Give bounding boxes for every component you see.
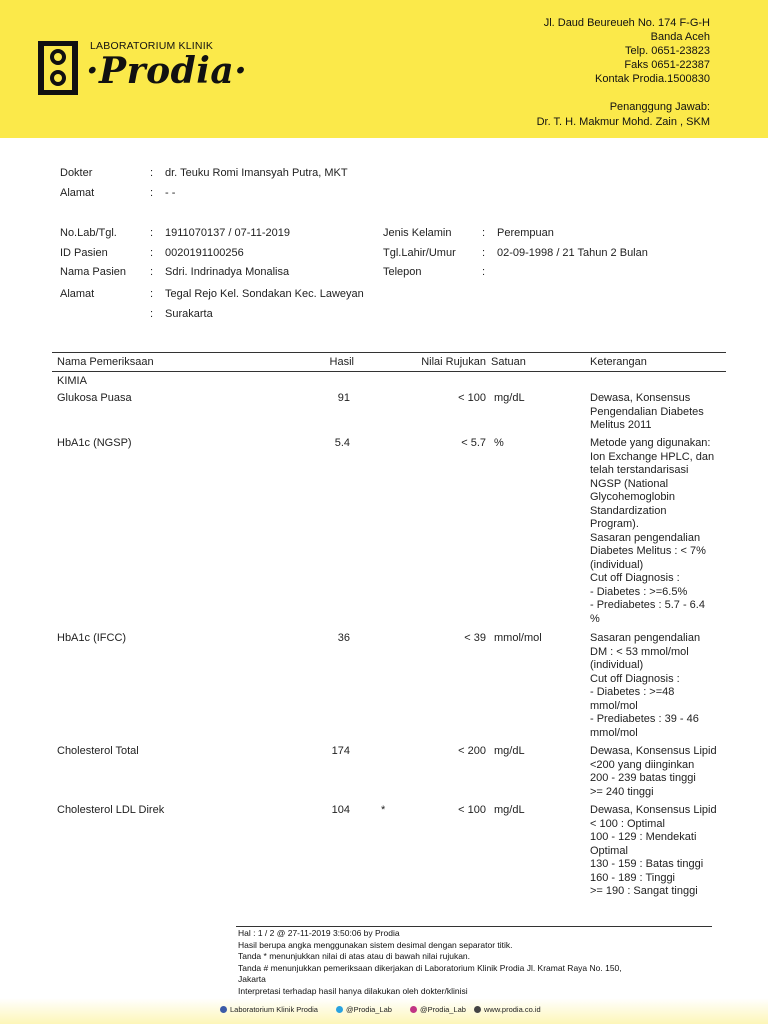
footer-line: Tanda * menunjukkan nilai di atas atau di bawah nilai rujukan. (238, 951, 471, 961)
note-line: < 100 : Optimal (590, 817, 665, 830)
social-twitter[interactable] (336, 1005, 392, 1014)
test-notes (590, 632, 718, 740)
lab-address (544, 16, 710, 86)
patient-address-label: Alamat (60, 288, 95, 300)
phone-label: Telepon (383, 266, 422, 278)
address-line: Telp. 0651-23823 (624, 45, 710, 57)
social-instagram[interactable] (410, 1005, 466, 1014)
patient-name-label: Nama Pasien (60, 266, 127, 278)
test-name: HbA1c (NGSP) (57, 437, 132, 449)
doctor-address-label: Alamat (60, 187, 95, 199)
colon: : (150, 187, 154, 199)
test-unit: mg/dL (494, 745, 525, 757)
birthdate-value: 02-09-1998 / 21 Tahun 2 Bulan (497, 247, 648, 259)
colon: : (150, 247, 154, 259)
note-line: Glycohemoglobin (590, 491, 675, 503)
test-notes (590, 804, 718, 899)
note-line: - Prediabetes : 39 - 46 (590, 713, 699, 725)
patient-name-value: Sdri. Indrinadya Monalisa (165, 266, 290, 278)
col-header-unit: Satuan (491, 356, 526, 368)
lab-number-value: 1911070137 / 07-11-2019 (165, 227, 290, 239)
colon: : (150, 266, 154, 278)
patient-id-value: 0020191100256 (165, 247, 244, 259)
test-reference: < 100 (458, 804, 486, 816)
address-line: Banda Aceh (650, 31, 710, 43)
instagram-icon (410, 1006, 417, 1013)
patient-address-line1: Tegal Rejo Kel. Sondakan Kec. Laweyan (165, 288, 364, 300)
doctor-address-value: - - (165, 187, 176, 199)
note-line: (individual) (590, 558, 644, 571)
note-line: - Prediabetes : 5.7 - 6.4 (590, 599, 705, 611)
patient-address-line2: Surakarta (165, 308, 213, 320)
note-line: % (590, 612, 600, 625)
test-unit: % (494, 437, 504, 449)
test-reference: < 5.7 (461, 437, 486, 449)
note-line: Ion Exchange HPLC, dan (590, 450, 715, 463)
lab-number-label: No.Lab/Tgl. (60, 227, 117, 239)
note-line: mmol/mol (590, 699, 638, 712)
report-footer (238, 928, 718, 997)
brand-name: ·Prodia· (86, 50, 248, 92)
note-line: (individual) (590, 659, 644, 671)
gender-value: Perempuan (497, 227, 554, 239)
note-line: Sasaran pengendalian (590, 531, 701, 544)
address-line: Kontak Prodia.1500830 (595, 73, 710, 85)
note-line: Standardization (590, 504, 667, 517)
note-line: Diabetes Melitus : < 7% (590, 545, 706, 557)
footer-line: Interpretasi terhadap hasil hanya dilakukan oleh dokter/klinisi (238, 985, 468, 996)
footer-rule (236, 926, 712, 927)
footer-line: Jakarta (238, 974, 266, 984)
note-line: NGSP (National (590, 477, 669, 490)
col-header-name: Nama Pemeriksaan (57, 356, 154, 368)
note-line: Cut off Diagnosis : (590, 672, 680, 685)
footer-line: Hasil berupa angka menggunakan sistem desimal dengan separator titik. (238, 939, 513, 950)
test-unit: mg/dL (494, 392, 525, 404)
note-line: Pengendalian Diabetes (590, 405, 704, 418)
test-unit: mg/dL (494, 804, 525, 816)
colon: : (150, 288, 154, 300)
test-notes (590, 392, 718, 433)
test-reference: < 39 (464, 632, 486, 644)
gender-label: Jenis Kelamin (383, 227, 452, 239)
note-line: Dewasa, Konsensus (590, 392, 691, 404)
note-line: Dewasa, Konsensus Lipid (590, 804, 717, 816)
test-result: 91 (337, 392, 350, 404)
test-notes (590, 437, 718, 626)
note-line: Program). (590, 518, 639, 530)
test-result: 104 (331, 804, 350, 816)
test-result: 5.4 (334, 437, 350, 449)
doctor-value: dr. Teuku Romi Imansyah Putra, MKT (165, 167, 348, 179)
note-line: telah terstandarisasi (590, 464, 689, 476)
birthdate-label: Tgl.Lahir/Umur (383, 247, 456, 259)
footer-line: Hal : 1 / 2 @ 27-11-2019 3:50:06 by Prodia (238, 928, 400, 938)
twitter-icon (336, 1006, 343, 1013)
lab-label: LABORATORIUM KLINIK (90, 40, 214, 52)
note-line: Sasaran pengendalian (590, 632, 701, 644)
test-name: Cholesterol Total (57, 745, 139, 757)
note-line: 200 - 239 batas tinggi (590, 772, 696, 784)
section-title: KIMIA (57, 375, 87, 387)
note-line: >= 240 tinggi (590, 785, 654, 798)
responsible-label: Penanggung Jawab: (609, 101, 710, 113)
social-website[interactable] (474, 1005, 541, 1014)
note-line: Optimal (590, 844, 628, 857)
test-unit: mmol/mol (494, 632, 542, 644)
test-name: Cholesterol LDL Direk (57, 804, 165, 816)
note-line: - Diabetes : >=48 (590, 686, 675, 698)
test-notes (590, 745, 718, 799)
test-flag: * (381, 804, 386, 816)
colon: : (482, 227, 486, 239)
note-line: 160 - 189 : Tinggi (590, 871, 676, 884)
note-line: - Diabetes : >=6.5% (590, 585, 688, 598)
letterhead (0, 0, 768, 138)
footer-line: Tanda # menunjukkan pemeriksaan dikerjakan di Laboratorium Klinik Prodia Jl. Kramat Raya No. 150, (238, 962, 622, 973)
test-reference: < 100 (458, 392, 486, 404)
test-result: 174 (331, 745, 350, 757)
test-name: Glukosa Puasa (57, 392, 132, 404)
colon: : (150, 227, 154, 239)
doctor-label: Dokter (60, 167, 93, 179)
note-line: DM : < 53 mmol/mol (590, 645, 689, 658)
col-header-notes: Keterangan (590, 356, 647, 368)
colon: : (150, 167, 154, 179)
patient-id-label: ID Pasien (60, 247, 108, 259)
colon: : (150, 308, 154, 320)
responsible-name: Dr. T. H. Makmur Mohd. Zain , SKM (536, 116, 710, 128)
test-name: HbA1c (IFCC) (57, 632, 127, 644)
note-line: 100 - 129 : Mendekati (590, 831, 697, 843)
table-top-rule (52, 352, 726, 353)
note-line: <200 yang diinginkan (590, 758, 695, 771)
facebook-icon (220, 1006, 227, 1013)
colon: : (482, 266, 486, 278)
note-line: >= 190 : Sangat tinggi (590, 885, 698, 897)
note-line: mmol/mol (590, 726, 638, 739)
test-result: 36 (337, 632, 350, 644)
social-label: @Prodia_Lab (420, 1005, 466, 1014)
social-label: www.prodia.co.id (484, 1005, 541, 1014)
note-line: 130 - 159 : Batas tinggi (590, 858, 704, 870)
note-line: Metode yang digunakan: (590, 437, 711, 449)
social-label: @Prodia_Lab (346, 1005, 392, 1014)
social-label: Laboratorium Klinik Prodia (230, 1005, 318, 1014)
note-line: Melitus 2011 (590, 419, 652, 431)
address-line: Jl. Daud Beureueh No. 174 F-G-H (543, 17, 710, 29)
colon: : (482, 247, 486, 259)
test-reference: < 200 (458, 745, 486, 757)
table-header-rule (52, 371, 726, 372)
col-header-result: Hasil (329, 356, 354, 368)
address-line: Faks 0651-22387 (624, 59, 710, 71)
globe-icon (474, 1006, 481, 1013)
note-line: Cut off Diagnosis : (590, 572, 680, 584)
social-facebook[interactable] (220, 1005, 318, 1014)
note-line: Dewasa, Konsensus Lipid (590, 745, 717, 757)
col-header-reference: Nilai Rujukan (421, 356, 486, 368)
prodia-logo-icon (38, 41, 78, 95)
responsible-person (537, 100, 710, 130)
